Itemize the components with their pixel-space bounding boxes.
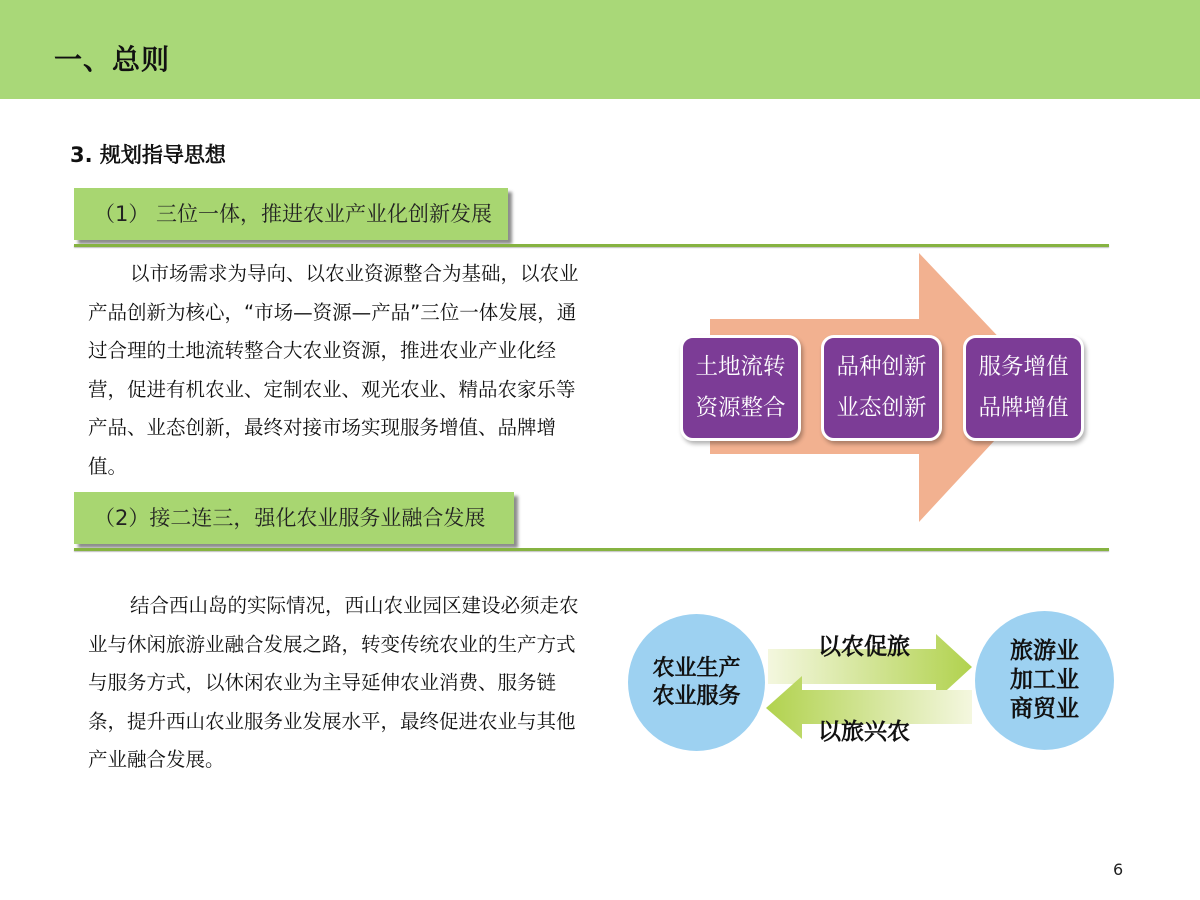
circle-agriculture-line2: 农业服务 bbox=[652, 683, 741, 709]
section1-heading-box bbox=[74, 188, 508, 240]
flow-box-2-line2: 业态创新 bbox=[836, 395, 927, 421]
section2-paragraph: 结合西山岛的实际情况，西山农业园区建设必须走农业与休闲旅游业融合发展之路，转变传统农业的生产方式与服务方式，以休闲农业为主导延伸农业消费、服务链条，提升西山农业服务业发展水平，最终促进农业与其他产业融合发展。 bbox=[88, 594, 579, 772]
circle-industries-line2: 加工业 bbox=[1010, 667, 1079, 693]
section2-heading-box bbox=[74, 492, 514, 544]
circle-industries-line3: 商贸业 bbox=[1010, 696, 1079, 722]
flow-box-2-line1: 品种创新 bbox=[836, 354, 927, 380]
flow-box-3-line1: 服务增值 bbox=[978, 354, 1069, 380]
section2-heading: （2）接二连三，强化农业服务业融合发展 bbox=[94, 506, 486, 530]
circle-agriculture-line1: 农业生产 bbox=[652, 655, 741, 681]
flow-box-2 bbox=[821, 335, 942, 441]
section1-rule bbox=[74, 244, 1109, 247]
section1-paragraph: 以市场需求为导向、以农业资源整合为基础，以农业产品创新为核心，“市场—资源—产品”三位一体发展，通过合理的土地流转整合大农业资源，推进农业产业化经营，促进有机农业、定制农业、观光农业、精品农家乐等产品、业态创新，最终对接市场实现服务增值、品牌增值。 bbox=[88, 262, 579, 478]
section1-heading: （1） 三位一体，推进农业产业化创新发展 bbox=[94, 202, 493, 226]
circle-agriculture bbox=[628, 614, 765, 751]
flow-box-1 bbox=[680, 335, 801, 441]
arrow-top-label: 以农促旅 bbox=[818, 634, 910, 660]
arrow-bottom-label: 以旅兴农 bbox=[818, 719, 910, 745]
page-title: 一、总则 bbox=[54, 43, 171, 76]
circle-industries bbox=[975, 611, 1114, 750]
page-number: 6 bbox=[1113, 860, 1124, 879]
section2-rule bbox=[74, 548, 1109, 551]
flow-box-3 bbox=[963, 335, 1084, 441]
flow-box-1-line2: 资源整合 bbox=[695, 395, 786, 421]
header-band bbox=[0, 0, 1200, 99]
flow-box-1-line1: 土地流转 bbox=[695, 354, 786, 380]
section-subtitle: 3. 规划指导思想 bbox=[70, 143, 226, 167]
circle-industries-line1: 旅游业 bbox=[1010, 638, 1079, 664]
flow-box-3-line2: 品牌增值 bbox=[978, 395, 1069, 421]
